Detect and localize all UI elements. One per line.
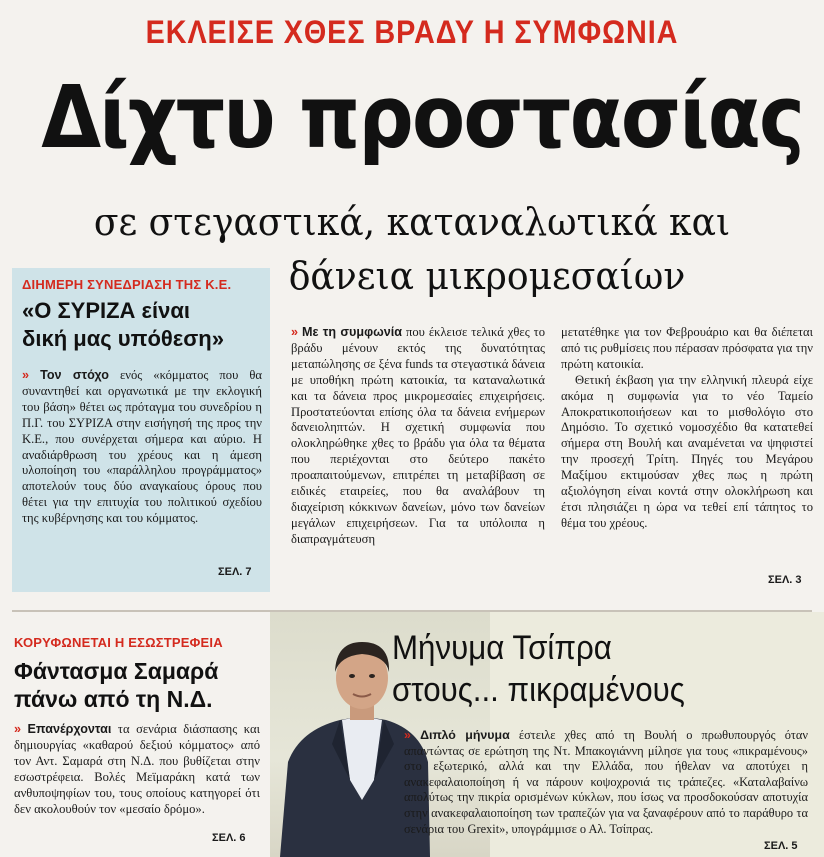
main-article-col2-para1: μετατέθηκε για τον Φεβρουάριο και θα διέπεται από τις ρυθμίσεις που πέρασαν πρόσφατα για την πρώτη κατοικία. [561,325,813,371]
main-article-col1 [291,325,545,548]
raquo-icon: » [14,722,22,736]
bottom-right-title-line2: στους... πικραμένους [392,671,685,709]
bottom-left-body: τα σενάρια διάσπασης και δημιουργίας «καθαρού δεξιού κόμματος» από τον Αντ. Σαμαρά στη Ν.Δ. που βυθίζεται στην εσωστρέφεια. Βολές Μεϊμαράκη κατά των ανθυποψηφίων του, τους οποίους κατηγορεί ότι δεν ακολουθούν τον «μεσαίο δρόμο». [14,722,260,816]
bottom-left-lead: Επανέρχονται [27,722,112,736]
bottom-left-label: ΚΟΡΥΦΩΝΕΤΑΙ Η ΕΣΩΣΤΡΕΦΕΙΑ [14,635,223,650]
subheadline-line2: δάνεια μικρομεσαίων [288,254,686,298]
left-box-label: ΔΙΗΜΕΡΗ ΣΥΝΕΔΡΙΑΣΗ ΤΗΣ Κ.Ε. [22,277,232,292]
left-box-text [22,368,262,527]
bottom-right-text [404,728,808,837]
raquo-icon: » [22,368,30,382]
left-box-page-ref: ΣΕΛ. 7 [218,566,252,578]
left-box-body: ενός «κόμματος που θα συναντηθεί και οργανωτικά με την εκλογική του βάση» θέτει ως πρόταγμα του συνεδρίου η Π.Γ. του ΣΥΡΙΖΑ στην εισήγησή της προς την Κ.Ε., που συνέρχεται σήμερα και αύριο. Η αναδιάρθρωση του χρέους και η άμεση υλοποίηση του «παράλληλου προγράμματος» αποτελούν τους δύο αναγκαίους όρους που θέτει για την επιτυχία του πολιτικού σχεδίου της κυβέρνησης και του κόμματος. [22,368,263,526]
main-article-lead: Με τη συμφωνία [302,325,402,339]
bottom-left-page-ref: ΣΕΛ. 6 [212,832,246,844]
bottom-right-title-line1: Μήνυμα Τσίπρα [392,629,612,667]
kicker: ΕΚΛΕΙΣΕ ΧΘΕΣ ΒΡΑΔΥ Η ΣΥΜΦΩΝΙΑ [145,14,679,50]
subheadline-line1: σε στεγαστικά, καταναλωτικά και [93,200,731,244]
raquo-icon: » [404,728,411,742]
left-box-lead: Τον στόχο [40,368,109,382]
bottom-left-text [14,722,260,817]
bottom-right-body: έστειλε χθες από τη Βουλή ο πρωθυπουργός όταν απαντώντας σε ερώτηση της Ντ. Μπακογιάννη μίλησε για τους «πικραμένους» στο εξωτερικό, αλλά και την Ελλάδα, που ήθελαν να αποτύχει η ανακεφαλαιοποίηση ή να πάρουν κοψοχρονιά τις τράπεζες. «Καταλαβαίνω απολύτως την πικρία ορισμένων κύκλων, που ίσως να προσδοκούσαν αποτυχία στην ανακεφαλαιοποίηση των τραπεζών για να ξαναφέρουν από το παράθυρο τα σενάρια του Grexit», υπογράμμισε ο Αλ. Τσίπρας. [404,728,808,836]
headline: Δίχτυ προστασίας [41,68,804,168]
bottom-left-title-line1: Φάντασμα Σαμαρά [14,658,219,684]
bottom-right-lead: Διπλό μήνυμα [420,728,510,742]
main-article-col2 [561,325,813,532]
left-box-title-line1: «Ο ΣΥΡΙΖΑ είναι [22,298,190,323]
main-article-page-ref: ΣΕΛ. 3 [768,574,802,586]
bottom-right-page-ref: ΣΕΛ. 5 [764,840,798,852]
main-article-col2-para2: Θετική έκβαση για την ελληνική πλευρά είχε ακόμα η συμφωνία για το νέο Ταμείο Αποκρατικοποιήσεων και το μισθολόγιο στο Δημόσιο. Το σχετικό νομοσχέδιο θα κατατεθεί σήμερα στη Βουλή και αναμένεται να ψηφιστεί την προσεχή Τρίτη. Πηγές του Μεγάρου Μαξίμου εκτιμούσαν χθες πως η πρώτη αξιολόγηση είναι κοντά στην ολοκλήρωση και έτσι πλησιάζει η ώρα να τεθεί επί τάπητος το θέμα του χρέους. [561,372,813,530]
raquo-icon: » [291,325,299,339]
bottom-left-title-line2: πάνω από τη Ν.Δ. [14,686,213,712]
left-box-title-line2: δική μας υπόθεση» [22,326,224,351]
main-article-col1-body: που έκλεισε τελικά χθες το βράδυ μένουν εκτός της δυνατότητας μεταπώλησης σε ξένα funds τα στεγαστικά δάνεια με υποθήκη πρώτη κατοικία, τα καταναλωτικά και τα δάνεια προς μικρομεσαίες επιχειρήσεις. Προστατεύονται επίσης όλα τα δάνεια ενήμερων δανειοληπτών. Η σχετική συμφωνία που ολοκληρώθηκε χθες το βράδυ για όλα τα θέματα που περιέχονται στο δεύτερο πακέτο προαπαιτούμενων, επιτρέπει τη μεταβίβαση σε ειδικές εταιρείες, που θα αναλάβουν τη διαχείριση κόκκινων δανείων, μόνο των δανείων μεγάλων επιχειρήσεων. Για τα υπόλοιπα η διαπραγμάτευση [291,325,546,546]
